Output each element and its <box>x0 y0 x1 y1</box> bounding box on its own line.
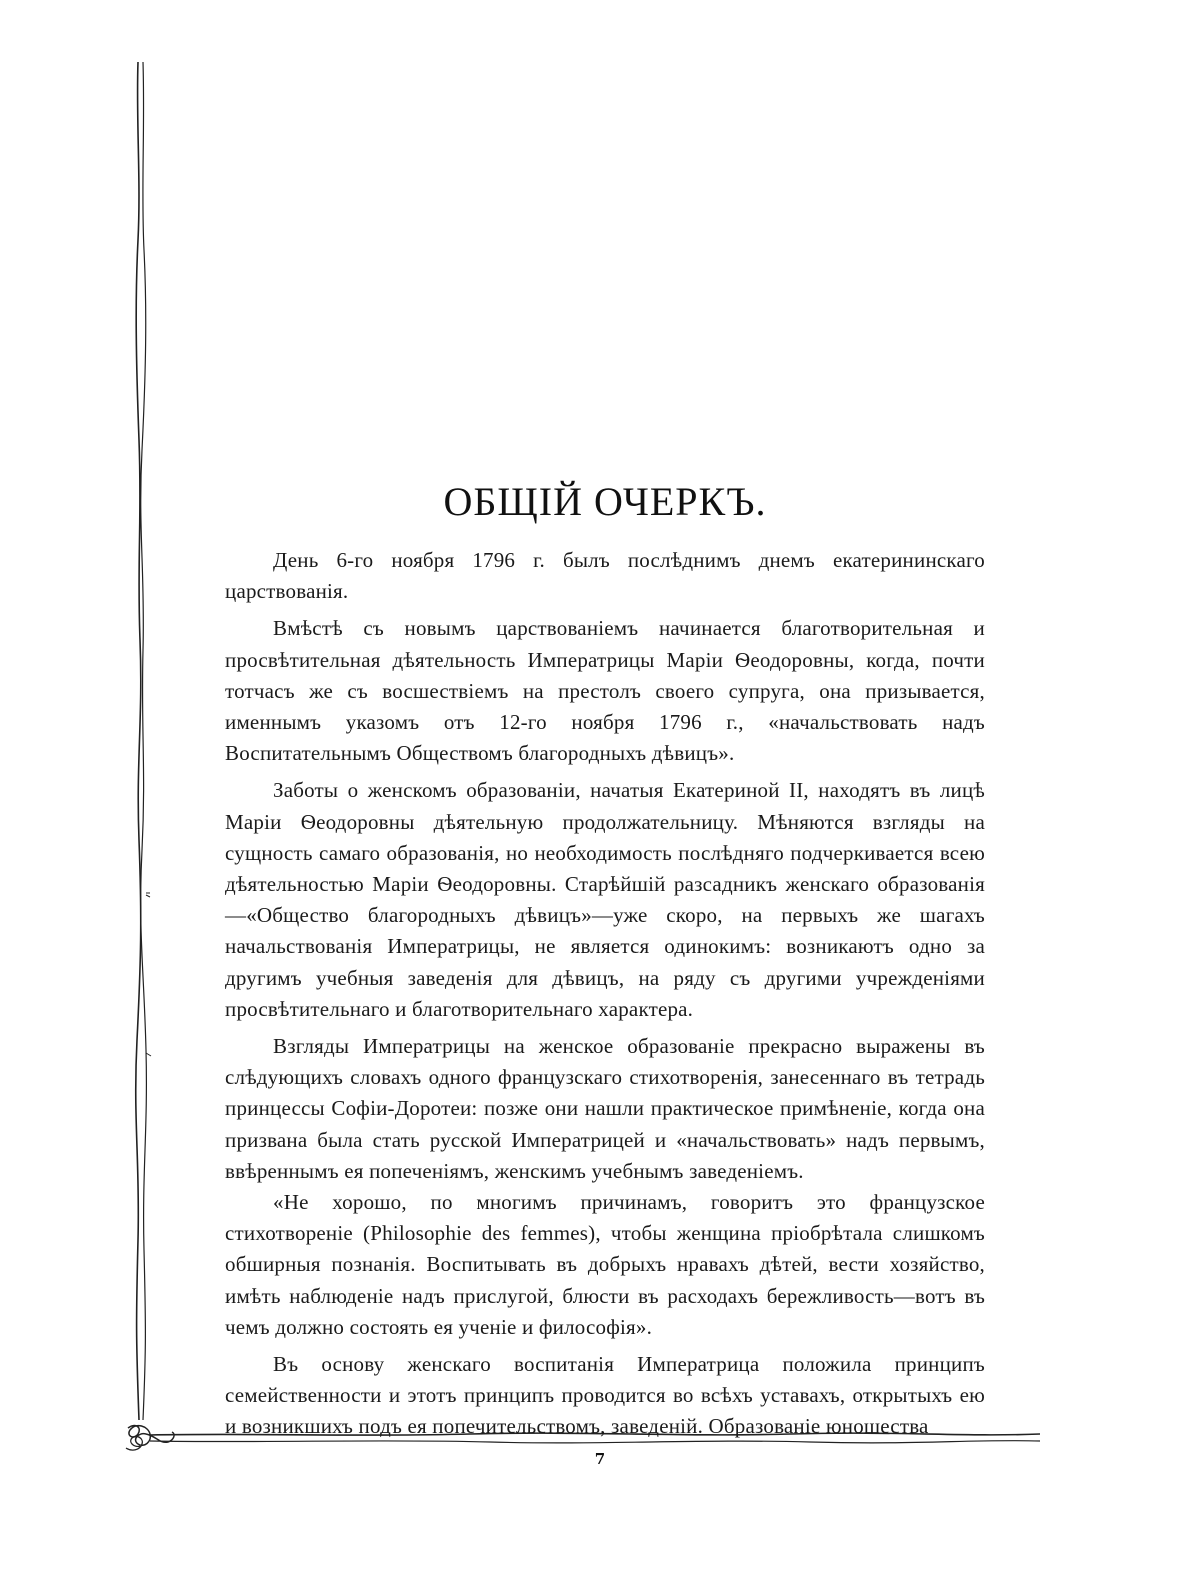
paragraph: «Не хорошо, по многимъ причинамъ, говоритъ это французское стихотвореніе (Philosophie des femmes), чтобы женщина пріобрѣтала слишкомъ обширныя познанія. Воспитывать въ добрыхъ нравахъ дѣтей, вести хозяйство, имѣть наблюденіе надъ прислугой, блюсти въ расходахъ бережливость—вотъ въ чемъ должно состоять ея ученіе и философія». <box>225 1190 985 1339</box>
left-border-tick <box>146 1053 151 1056</box>
corner-flourish <box>128 1426 174 1446</box>
left-border-tick <box>146 893 150 897</box>
page-number: 7 <box>594 1450 606 1468</box>
paragraph: День 6-го ноября 1796 г. былъ послѣднимъ днемъ екатерининскаго царствованія. <box>225 548 985 604</box>
left-border-line-outer <box>136 62 141 1420</box>
left-border-line-inner <box>141 62 147 1420</box>
page-title: ОБЩІЙ ОЧЕРКЪ. <box>443 479 767 524</box>
corner-flourish <box>126 1436 142 1450</box>
paragraph: Заботы о женскомъ образованіи, начатыя Екатериной II, находятъ въ лицѣ Маріи Ѳеодоровны дѣятельную продолжательницу. Мѣняются взгляды на сущность самаго образованія, но необходимость послѣдняго подчеркивается всею дѣятельностью Маріи Ѳеодоровны. Старѣйшій разсадникъ женскаго образованія—«Общество благородныхъ дѣвицъ»—уже скоро, на первыхъ же шагахъ начальствованія Императрицы, не является одинокимъ: возникаютъ одно за другимъ учебныя заведенія для дѣвицъ, на ряду съ другими учрежденіями просвѣтительнаго и благотворительнаго характера. <box>225 778 985 1021</box>
paragraph: Вмѣстѣ съ новымъ царствованіемъ начинается благотворительная и просвѣтительная дѣятельность Императрицы Маріи Ѳеодоровны, когда, почти тотчасъ же съ восшествіемъ на престолъ своего супруга, она призывается, именнымъ указомъ отъ 12-го ноября 1796 г., «начальствовать надъ Воспитательнымъ Обществомъ благородныхъ дѣвицъ». <box>225 616 985 766</box>
body-text <box>225 545 985 1443</box>
paragraph: Въ основу женскаго воспитанія Императрица положила принципъ семейственности и этотъ принципъ проводится во всѣхъ уставахъ, открытыхъ ею и возникшихъ подъ ея попечительствомъ, заведеній. Образованіе юношества <box>225 1352 985 1439</box>
paragraph: Взгляды Императрицы на женское образованіе прекрасно выражены въ слѣдующихъ словахъ одного французскаго стихотворенія, занесеннаго въ тетрадь принцессы Софіи-Доротеи: позже они нашли практическое примѣненіе, когда она призвана была стать русской Императрицей и «начальствовать» надъ первымъ, ввѣреннымъ ея попеченіямъ, женскимъ учебнымъ заведеніемъ. <box>225 1034 985 1183</box>
